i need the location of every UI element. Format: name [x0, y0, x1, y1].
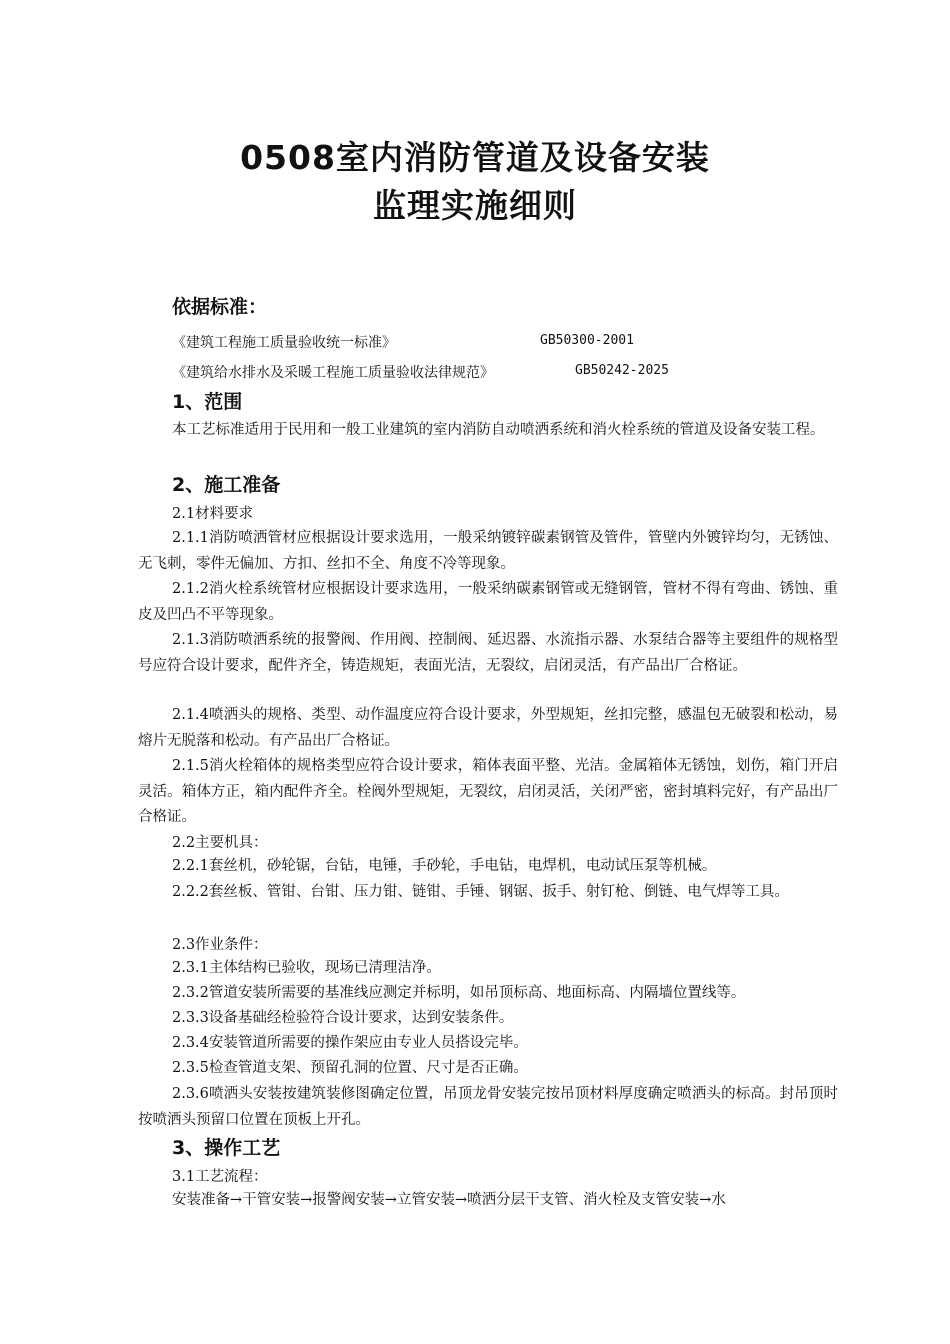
paragraph: 2.2.1套丝机，砂轮锯，台钻，电锤，手砂轮，手电钻，电焊机，电动试压泵等机械。 — [172, 858, 717, 874]
paragraph: 2.1.2消火栓系统管材应根据设计要求选用，一般采纳碳素钢管或无缝钢管，管材不得有弯曲、锈蚀、重皮及凹凸不平等现象。 — [138, 581, 838, 623]
paragraph: 2.3.6喷洒头安装按建筑装修图确定位置，吊顶龙骨安装完按吊顶材料厚度确定喷洒头的标高。封吊顶时按喷洒头预留口位置在顶板上开孔。 — [138, 1086, 838, 1128]
basis-heading: 依据标准： — [172, 296, 268, 318]
paragraph: 2.3.3设备基础经检验符合设计要求，达到安装条件。 — [172, 1010, 514, 1026]
standard-code: GB50242-2025 — [575, 363, 669, 378]
subsection-heading: 3.1工艺流程： — [172, 1169, 268, 1185]
subsection-heading: 2.2主要机具： — [172, 835, 268, 851]
paragraph: 2.3.4安装管道所需要的操作架应由专业人员搭设完毕。 — [172, 1035, 528, 1051]
standard-code: GB50300-2001 — [540, 333, 634, 348]
paragraph: 2.1.4喷洒头的规格、类型、动作温度应符合设计要求，外型规矩，丝扣完整，感温包无破裂和松动，易熔片无脱落和松动。有产品出厂合格证。 — [138, 707, 838, 749]
standard-name: 《建筑给水排水及采暖工程施工质量验收法律规范》 — [172, 365, 494, 381]
paragraph: 2.1.5消火栓箱体的规格类型应符合设计要求，箱体表面平整、光洁。金属箱体无锈蚀，划伤，箱门开启灵活。箱体方正，箱内配件齐全。栓阀外型规矩，无裂纹，启闭灵活，关闭严密，密封填料完好，有产品出厂合格证。 — [138, 758, 838, 825]
paragraph: 2.3.5检查管道支架、预留孔洞的位置、尺寸是否正确。 — [172, 1060, 528, 1076]
section-heading: 1、范围 — [172, 391, 243, 413]
paragraph: 2.3.1主体结构已验收，现场已清理洁净。 — [172, 960, 441, 976]
subsection-heading: 2.1材料要求 — [172, 506, 254, 522]
standard-name: 《建筑工程施工质量验收统一标准》 — [172, 335, 396, 351]
paragraph: 2.1.3消防喷洒系统的报警阀、作用阀、控制阀、延迟器、水流指示器、水泵结合器等主要组件的规格型号应符合设计要求，配件齐全，铸造规矩，表面光洁，无裂纹，启闭灵活，有产品出厂合格证。 — [138, 632, 838, 674]
section-heading: 2、施工准备 — [172, 474, 281, 496]
paragraph: 安装准备→干管安装→报警阀安装→立管安装→喷洒分层干支管、消火栓及支管安装→水 — [172, 1192, 726, 1208]
document-title-line1: 0508室内消防管道及设备安装 — [240, 138, 710, 177]
section-heading: 3、操作工艺 — [172, 1137, 281, 1159]
paragraph: 2.3.2管道安装所需要的基准线应测定并标明，如吊顶标高、地面标高、内隔墙位置线等。 — [172, 985, 746, 1001]
paragraph: 2.2.2套丝板、管钳、台钳、压力钳、链钳、手锤、钢锯、扳手、射钉枪、倒链、电气焊等工具。 — [172, 884, 789, 900]
paragraph: 本工艺标准适用于民用和一般工业建筑的室内消防自动喷洒系统和消火栓系统的管道及设备安装工程。 — [172, 422, 825, 438]
paragraph: 2.1.1消防喷洒管材应根据设计要求选用，一般采纳镀锌碳素钢管及管件，管壁内外镀锌均匀，无锈蚀、无飞刺，零件无偏加、方扣、丝扣不全、角度不冷等现象。 — [138, 530, 838, 572]
document-title-line2: 监理实施细则 — [373, 186, 577, 225]
subsection-heading: 2.3作业条件： — [172, 937, 268, 953]
